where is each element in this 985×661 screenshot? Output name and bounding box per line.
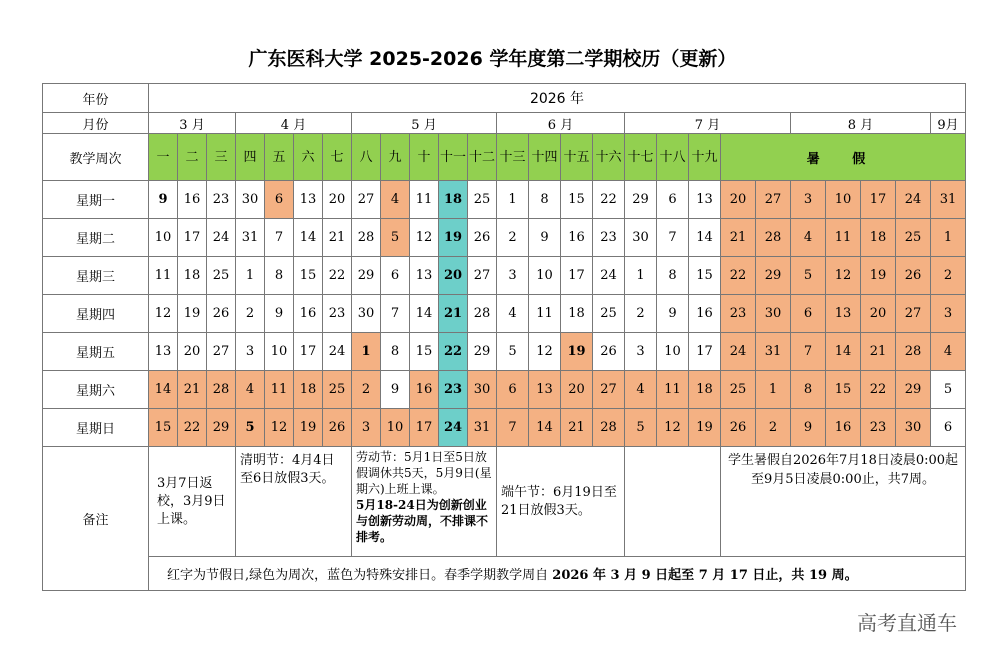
week-number-cell: 六 <box>294 134 323 181</box>
date-cell: 10 <box>657 333 689 371</box>
date-cell: 3 <box>352 409 381 447</box>
date-cell: 7 <box>497 409 529 447</box>
date-cell: 31 <box>468 409 497 447</box>
date-cell: 30 <box>625 219 657 257</box>
date-cell: 5 <box>497 333 529 371</box>
date-cell: 6 <box>381 257 410 295</box>
date-cell: 30 <box>468 371 497 409</box>
week-number-cell: 十八 <box>657 134 689 181</box>
date-cell: 20 <box>323 181 352 219</box>
date-cell: 13 <box>410 257 439 295</box>
date-cell: 10 <box>381 409 410 447</box>
date-cell: 28 <box>756 219 791 257</box>
date-cell: 3 <box>791 181 826 219</box>
date-cell: 12 <box>410 219 439 257</box>
date-cell: 26 <box>323 409 352 447</box>
date-cell: 18 <box>561 295 593 333</box>
weekday-label: 星期一 <box>43 181 149 219</box>
date-cell: 12 <box>149 295 178 333</box>
date-cell: 28 <box>468 295 497 333</box>
date-cell: 15 <box>561 181 593 219</box>
month-march: 3 月 <box>149 113 236 134</box>
date-cell: 2 <box>236 295 265 333</box>
date-cell: 17 <box>410 409 439 447</box>
legend-text <box>149 557 966 591</box>
date-cell: 24 <box>721 333 756 371</box>
weekday-label: 星期六 <box>43 371 149 409</box>
date-cell: 13 <box>689 181 721 219</box>
date-cell: 29 <box>896 371 931 409</box>
week-number-cell: 二 <box>178 134 207 181</box>
date-cell: 17 <box>861 181 896 219</box>
date-cell: 15 <box>826 371 861 409</box>
date-cell: 12 <box>826 257 861 295</box>
date-cell: 4 <box>236 371 265 409</box>
date-cell: 23 <box>439 371 468 409</box>
weekday-label: 星期五 <box>43 333 149 371</box>
date-cell: 29 <box>352 257 381 295</box>
note-empty <box>625 447 721 557</box>
date-cell: 13 <box>294 181 323 219</box>
month-april: 4 月 <box>236 113 352 134</box>
date-cell: 21 <box>561 409 593 447</box>
date-cell: 16 <box>410 371 439 409</box>
date-cell: 3 <box>625 333 657 371</box>
legend-text-part1: 红字为节假日,绿色为周次，蓝色为特殊安排日。春季学期教学周自 <box>167 568 549 583</box>
week-number-cell: 十五 <box>561 134 593 181</box>
date-cell: 5 <box>931 371 966 409</box>
date-cell: 16 <box>561 219 593 257</box>
date-cell: 17 <box>178 219 207 257</box>
date-cell: 22 <box>593 181 625 219</box>
date-cell: 11 <box>410 181 439 219</box>
date-cell: 22 <box>323 257 352 295</box>
date-cell: 9 <box>791 409 826 447</box>
month-september: 9月 <box>931 113 966 134</box>
date-cell: 7 <box>381 295 410 333</box>
date-cell: 21 <box>721 219 756 257</box>
date-cell: 24 <box>207 219 236 257</box>
date-cell: 16 <box>826 409 861 447</box>
date-cell: 29 <box>207 409 236 447</box>
date-cell: 5 <box>236 409 265 447</box>
date-cell: 6 <box>791 295 826 333</box>
date-cell: 1 <box>931 219 966 257</box>
date-cell: 17 <box>561 257 593 295</box>
date-cell: 11 <box>657 371 689 409</box>
date-cell: 10 <box>265 333 294 371</box>
date-cell: 16 <box>178 181 207 219</box>
week-number-cell: 四 <box>236 134 265 181</box>
week-number-cell: 三 <box>207 134 236 181</box>
date-cell: 27 <box>352 181 381 219</box>
date-cell: 12 <box>657 409 689 447</box>
week-number-cell: 十七 <box>625 134 657 181</box>
date-cell: 18 <box>439 181 468 219</box>
date-cell: 13 <box>529 371 561 409</box>
week-number-cell: 十四 <box>529 134 561 181</box>
page-title: 广东医科大学 2025-2026 学年度第二学期校历（更新） <box>248 48 737 70</box>
date-cell: 14 <box>294 219 323 257</box>
date-cell: 31 <box>931 181 966 219</box>
date-cell: 8 <box>381 333 410 371</box>
month-august: 8 月 <box>791 113 931 134</box>
year-label: 年份 <box>43 84 149 113</box>
week-number-cell: 十三 <box>497 134 529 181</box>
date-cell: 9 <box>657 295 689 333</box>
date-cell: 4 <box>931 333 966 371</box>
date-cell: 10 <box>529 257 561 295</box>
date-cell: 4 <box>791 219 826 257</box>
week-number-cell: 一 <box>149 134 178 181</box>
date-cell: 29 <box>468 333 497 371</box>
date-cell: 9 <box>529 219 561 257</box>
date-cell: 20 <box>721 181 756 219</box>
date-cell: 5 <box>791 257 826 295</box>
date-cell: 15 <box>410 333 439 371</box>
date-cell: 24 <box>896 181 931 219</box>
date-cell: 30 <box>352 295 381 333</box>
date-cell: 26 <box>468 219 497 257</box>
date-cell: 25 <box>896 219 931 257</box>
date-cell: 25 <box>721 371 756 409</box>
date-cell: 5 <box>381 219 410 257</box>
date-cell: 15 <box>689 257 721 295</box>
calendar-table <box>42 83 966 591</box>
date-cell: 11 <box>826 219 861 257</box>
date-cell: 6 <box>265 181 294 219</box>
date-cell: 20 <box>561 371 593 409</box>
date-cell: 23 <box>721 295 756 333</box>
date-cell: 1 <box>236 257 265 295</box>
date-cell: 26 <box>593 333 625 371</box>
date-cell: 13 <box>149 333 178 371</box>
date-cell: 21 <box>861 333 896 371</box>
note-march: 3月7日返校，3月9日上课。 <box>149 447 236 557</box>
date-cell: 20 <box>861 295 896 333</box>
date-cell: 19 <box>294 409 323 447</box>
date-cell: 21 <box>323 219 352 257</box>
date-cell: 10 <box>149 219 178 257</box>
date-cell: 11 <box>149 257 178 295</box>
date-cell: 30 <box>236 181 265 219</box>
note-duanwu: 端午节：6月19日至21日放假3天。 <box>497 447 625 557</box>
date-cell: 4 <box>497 295 529 333</box>
date-cell: 3 <box>236 333 265 371</box>
date-cell: 26 <box>896 257 931 295</box>
date-cell: 19 <box>861 257 896 295</box>
date-cell: 24 <box>439 409 468 447</box>
date-cell: 2 <box>931 257 966 295</box>
week-number-cell: 十 <box>410 134 439 181</box>
date-cell: 1 <box>352 333 381 371</box>
date-cell: 16 <box>689 295 721 333</box>
date-cell: 1 <box>756 371 791 409</box>
date-cell: 21 <box>439 295 468 333</box>
date-cell: 6 <box>497 371 529 409</box>
date-cell: 6 <box>657 181 689 219</box>
month-label: 月份 <box>43 113 149 134</box>
notes-label: 备注 <box>43 447 149 591</box>
date-cell: 25 <box>323 371 352 409</box>
date-cell: 8 <box>265 257 294 295</box>
date-cell: 31 <box>756 333 791 371</box>
date-cell: 5 <box>625 409 657 447</box>
summer-vacation-header: 暑 假 <box>721 134 966 181</box>
week-number-cell: 九 <box>381 134 410 181</box>
week-number-cell: 十一 <box>439 134 468 181</box>
date-cell: 7 <box>657 219 689 257</box>
date-cell: 28 <box>593 409 625 447</box>
date-cell: 24 <box>323 333 352 371</box>
legend-text-part2: 2026 年 3 月 9 日起至 7 月 17 日止，共 19 周。 <box>552 568 858 583</box>
date-cell: 14 <box>529 409 561 447</box>
date-cell: 18 <box>861 219 896 257</box>
date-cell: 4 <box>625 371 657 409</box>
date-cell: 29 <box>625 181 657 219</box>
note-labor-week: 5月18-24日为创新创业与创新劳动周，不排课不排考。 <box>356 498 489 544</box>
date-cell: 1 <box>625 257 657 295</box>
weekday-label: 星期三 <box>43 257 149 295</box>
date-cell: 18 <box>294 371 323 409</box>
month-june: 6 月 <box>497 113 625 134</box>
date-cell: 27 <box>593 371 625 409</box>
date-cell: 23 <box>861 409 896 447</box>
note-summer: 学生暑假自2026年7月18日凌晨0:00起至9月5日凌晨0:00止，共7周。 <box>721 447 966 557</box>
date-cell: 19 <box>178 295 207 333</box>
date-cell: 25 <box>468 181 497 219</box>
date-cell: 16 <box>294 295 323 333</box>
week-label: 教学周次 <box>43 134 149 181</box>
date-cell: 18 <box>689 371 721 409</box>
date-cell: 24 <box>593 257 625 295</box>
week-number-cell: 十六 <box>593 134 625 181</box>
date-cell: 2 <box>625 295 657 333</box>
date-cell: 15 <box>149 409 178 447</box>
date-cell: 8 <box>657 257 689 295</box>
month-may: 5 月 <box>352 113 497 134</box>
weekday-label: 星期四 <box>43 295 149 333</box>
date-cell: 11 <box>265 371 294 409</box>
date-cell: 7 <box>265 219 294 257</box>
date-cell: 2 <box>497 219 529 257</box>
date-cell: 31 <box>236 219 265 257</box>
date-cell: 10 <box>826 181 861 219</box>
date-cell: 28 <box>352 219 381 257</box>
week-number-cell: 五 <box>265 134 294 181</box>
date-cell: 23 <box>323 295 352 333</box>
note-labor-holiday: 劳动节：5月1日至5日放假调休共5天，5月9日(星期六)上班上课。 <box>356 450 492 496</box>
date-cell: 18 <box>178 257 207 295</box>
weekday-label: 星期二 <box>43 219 149 257</box>
date-cell: 13 <box>826 295 861 333</box>
date-cell: 30 <box>896 409 931 447</box>
weekday-label: 星期日 <box>43 409 149 447</box>
date-cell: 14 <box>410 295 439 333</box>
watermark: 高考直通车 <box>857 611 957 635</box>
date-cell: 17 <box>689 333 721 371</box>
date-cell: 19 <box>689 409 721 447</box>
date-cell: 12 <box>265 409 294 447</box>
date-cell: 9 <box>381 371 410 409</box>
date-cell: 26 <box>721 409 756 447</box>
date-cell: 1 <box>497 181 529 219</box>
date-cell: 9 <box>265 295 294 333</box>
date-cell: 11 <box>529 295 561 333</box>
date-cell: 9 <box>149 181 178 219</box>
date-cell: 22 <box>178 409 207 447</box>
date-cell: 27 <box>468 257 497 295</box>
date-cell: 29 <box>756 257 791 295</box>
date-cell: 12 <box>529 333 561 371</box>
date-cell: 17 <box>294 333 323 371</box>
date-cell: 19 <box>561 333 593 371</box>
month-july: 7 月 <box>625 113 791 134</box>
date-cell: 21 <box>178 371 207 409</box>
week-number-cell: 十九 <box>689 134 721 181</box>
date-cell: 28 <box>207 371 236 409</box>
date-cell: 2 <box>756 409 791 447</box>
date-cell: 6 <box>931 409 966 447</box>
date-cell: 14 <box>826 333 861 371</box>
date-cell: 19 <box>439 219 468 257</box>
date-cell: 28 <box>896 333 931 371</box>
week-number-cell: 七 <box>323 134 352 181</box>
date-cell: 2 <box>352 371 381 409</box>
week-number-cell: 八 <box>352 134 381 181</box>
date-cell: 20 <box>439 257 468 295</box>
date-cell: 8 <box>791 371 826 409</box>
date-cell: 3 <box>497 257 529 295</box>
date-cell: 23 <box>593 219 625 257</box>
date-cell: 15 <box>294 257 323 295</box>
date-cell: 22 <box>861 371 896 409</box>
note-labor <box>352 447 497 557</box>
date-cell: 7 <box>791 333 826 371</box>
date-cell: 14 <box>149 371 178 409</box>
date-cell: 4 <box>381 181 410 219</box>
date-cell: 22 <box>439 333 468 371</box>
date-cell: 27 <box>207 333 236 371</box>
date-cell: 14 <box>689 219 721 257</box>
date-cell: 22 <box>721 257 756 295</box>
week-number-cell: 十二 <box>468 134 497 181</box>
date-cell: 26 <box>207 295 236 333</box>
date-cell: 27 <box>896 295 931 333</box>
date-cell: 8 <box>529 181 561 219</box>
date-cell: 27 <box>756 181 791 219</box>
date-cell: 20 <box>178 333 207 371</box>
date-cell: 25 <box>207 257 236 295</box>
date-cell: 3 <box>931 295 966 333</box>
date-cell: 30 <box>756 295 791 333</box>
note-qingming: 清明节：4月4日至6日放假3天。 <box>236 447 352 557</box>
date-cell: 23 <box>207 181 236 219</box>
date-cell: 25 <box>593 295 625 333</box>
year-value: 2026 年 <box>149 84 966 113</box>
